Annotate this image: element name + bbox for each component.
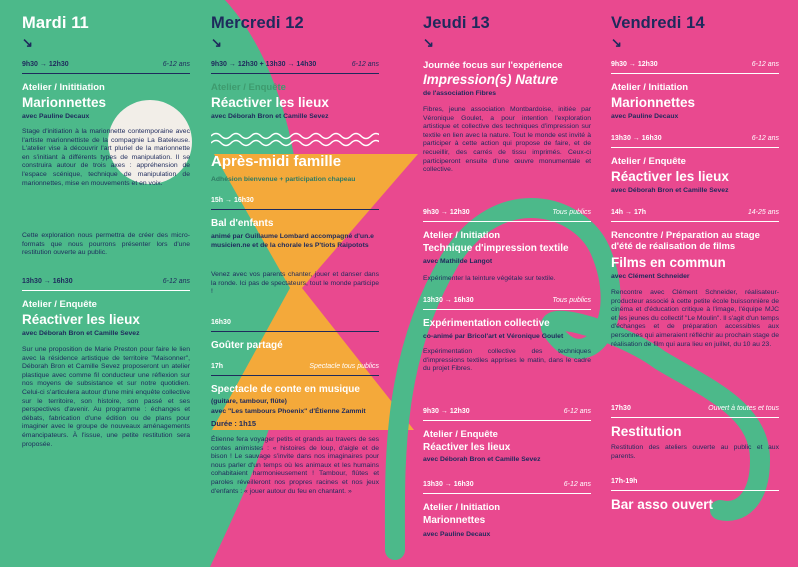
time: 9h30 → 12h30 <box>611 61 658 68</box>
focus-title: Impression(s) Nature <box>423 72 559 87</box>
time-bar <box>611 404 779 418</box>
family-subtitle: Adhésion bienvenue + participation chapeau <box>211 176 356 183</box>
session-host: avec Déborah Bron et Camille Sevez <box>423 456 541 463</box>
session-title: Expérimentation collective <box>423 318 550 329</box>
arrow-icon: ↘ <box>22 35 33 50</box>
age: Spectacle tous publics <box>309 363 379 370</box>
age: 6-12 ans <box>563 408 591 415</box>
age: 6-12 ans <box>162 61 190 68</box>
session-text: Venez avec vos parents chanter, jouer et danser dans la ronde. Ici pas de spectateurs, tout le monde participe ! <box>211 271 379 296</box>
session-title: Goûter partagé <box>211 340 283 351</box>
focus-text: Fibres, jeune association Montbardoise, initiée par Véronique Goulet, a pour intention l'exploration artistique et collective des techniques d'impression sur textile en lien avec la nature. Tout le monde est invité à participer à cette action qui propose de faire, et de recueillir, des carrés de tissu imprimés. Ceux-ci participeront ensuite d'une œuvre monumentale et collective. <box>423 106 591 174</box>
day-title: Mardi 11 <box>22 14 89 32</box>
session-host: animé par Guillaume Lombard accompagné d'un.e musicien.ne et de la chorale les P'tiots Raipotots <box>211 233 374 249</box>
session-duration: Durée : 1h15 <box>211 419 257 428</box>
session-title: Marionnettes <box>611 95 696 110</box>
time: 13h30 → 16h30 <box>22 278 73 285</box>
session-host: avec Déborah Bron et Camille Sevez <box>611 187 729 194</box>
time-bar <box>423 208 591 222</box>
focus-org: de l'association Fibres <box>423 90 497 97</box>
session-kind: Atelier / Inititiation <box>22 82 105 93</box>
age: Tous publics <box>552 209 591 216</box>
session-text: Expérimenter la teinture végétale sur textile. <box>423 275 556 282</box>
session-text: Expérimentation collective des techniques d'impressions textiles apprises le matin, dans le cadre du projet Fibres. <box>423 348 591 373</box>
time-bar <box>423 480 591 494</box>
wave-divider <box>211 138 379 148</box>
session-title: Réactiver les lieux <box>611 169 729 184</box>
time: 13h30 → 16h30 <box>611 135 662 142</box>
column-friday <box>611 0 779 567</box>
session-title: Spectacle de conte en musique <box>211 384 360 395</box>
time-bar <box>211 362 379 376</box>
time: 17h <box>211 363 224 370</box>
column-tuesday <box>22 0 190 567</box>
day-title: Vendredi 14 <box>611 14 705 32</box>
session-text: Stage d'initiation à la marionnette contemporaine avec l'artiste marionnettiste de la compagnie La Bateleuse. L'atelier vise à découvrir l'art pluriel de la marionnette en s'initiant à différents types de manipulation. Il se construira autour de trois axes : appréhension de l'espace scénique, technique de manipulation de marionnettes, mise en mouvements et en voix. <box>22 128 190 187</box>
session-host: avec Pauline Decaux <box>611 113 679 120</box>
age: 14-25 ans <box>747 209 779 216</box>
session-kind: Atelier / Enquête <box>423 429 498 440</box>
time: 9h30 → 12h30 + 13h30 → 14h30 <box>211 61 317 68</box>
time-bar <box>611 134 779 148</box>
day-title: Mercredi 12 <box>211 14 304 32</box>
session-host: avec Déborah Bron et Camille Sevez <box>211 113 329 120</box>
time-bar <box>211 318 379 332</box>
session-kind: Atelier / Enquête <box>211 82 286 93</box>
session-title: Films en commun <box>611 255 726 270</box>
day-title: Jeudi 13 <box>423 14 490 32</box>
time: 15h → 16h30 <box>211 197 254 204</box>
age: 6-12 ans <box>351 61 379 68</box>
time: 17h30 <box>611 405 631 412</box>
family-title: Après-midi famille <box>211 153 342 170</box>
age: 6-12 ans <box>162 278 190 285</box>
session-host: co-animé par Bricol'art et Véronique Goulet <box>423 333 564 340</box>
session-title: Réactiver les lieux <box>211 95 329 110</box>
time-bar <box>611 60 779 74</box>
session-host: avec Pauline Decaux <box>22 113 90 120</box>
time-bar <box>22 60 190 74</box>
session-title: Réactiver les lieux <box>22 312 140 327</box>
time: 9h30 → 12h30 <box>423 209 470 216</box>
age: 6-12 ans <box>751 135 779 142</box>
session-kind: Atelier / Initiation <box>423 230 501 241</box>
age: 6-12 ans <box>751 61 779 68</box>
arrow-icon: ↘ <box>423 35 434 50</box>
age: 6-12 ans <box>563 481 591 488</box>
time: 9h30 → 12h30 <box>22 61 69 68</box>
time: 13h30 → 16h30 <box>423 297 474 304</box>
session-text: Restitution des ateliers ouverte au public et aux parents. <box>611 444 779 460</box>
session-title: Réactiver les lieux <box>423 442 511 453</box>
session-title: Technique d'impression textile <box>423 243 569 254</box>
session-host: avec Pauline Decaux <box>423 531 491 538</box>
time-bar <box>611 477 779 491</box>
session-host: avec Clément Schneider <box>611 273 690 280</box>
session-kind: Atelier / Enquête <box>22 299 97 310</box>
time-bar <box>611 208 779 222</box>
time: 14h → 17h <box>611 209 647 216</box>
time: 16h30 <box>211 319 231 326</box>
column-thursday <box>423 0 591 567</box>
focus-intro: Journée focus sur l'expérience <box>423 60 563 71</box>
age: Tous publics <box>552 297 591 304</box>
time-bar <box>211 60 379 74</box>
time-bar <box>211 196 379 210</box>
time-bar <box>423 296 591 310</box>
session-title: Restitution <box>611 424 682 439</box>
session-text: Sur une proposition de Marie Preston pour faire le lien avec la résidence artistique de territoire "Maisonner", Déborah Bron et Camille Sevez proposeront un atelier plastique avec comme fil conducteur une réflexion sur nos moyens de subsistance et sur notre quotidien. Celui-ci s'articulera autour d'une mini enquête collective sur le territoire, son histoire, son passé et ses perspectives d'avenir. Au programme : échanges et débats, fabrication d'une édition ou de plans pour imaginer avec le groupe de nouveaux aménagements émancipateurs. À l'issue, une petite restitution sera proposée. <box>22 346 190 448</box>
session-title: Bal d'enfants <box>211 218 274 229</box>
time: 9h30 → 12h30 <box>423 408 470 415</box>
session-text: Étienne fera voyager petits et grands au travers de ses contes animistes : « histoires de loup, d'aigle et de bison ! Le sauvage s'invite dans nos imaginaires pour nous parler d'un temps où les animaux et les humains cohabitaient harmonieusement ! Tambour, flûtes et paroles réveilleront nos propres racines et nos jeux d'enfants : « jouer autour du feu en chantant. » <box>211 436 379 495</box>
session-title: Bar asso ouvert <box>611 497 714 512</box>
column-wednesday <box>211 0 379 567</box>
session-host: avec Mathilde Langot <box>423 258 493 265</box>
time-bar <box>22 277 190 291</box>
arrow-icon: ↘ <box>211 35 222 50</box>
session-text: Rencontre avec Clément Schneider, réalisateur-producteur associé à cette petite école buissonnière de cinéma et d'éducation critique à l'image, l'équipe MJC et les jeunes du collectif "Le Moulin". Il s'agit d'un temps d'échanges et de préparation accessibles aux personnes qui aimeraient réfléchir au prochain stage de réalisation de film qui aura lieu en juillet, du 10 au 23. <box>611 289 779 348</box>
session-kind: Rencontre / Préparation au stage d'été de réalisation de films <box>611 230 760 252</box>
session-kind: Atelier / Initiation <box>611 82 689 93</box>
arrow-icon: ↘ <box>611 35 622 50</box>
session-kind: Atelier / Initiation <box>423 502 501 513</box>
session-subtitle: (guitare, tambour, flûte) <box>211 398 287 405</box>
session-title: Marionnettes <box>22 95 107 110</box>
time: 13h30 → 16h30 <box>423 481 474 488</box>
time-bar <box>423 407 591 421</box>
age: Ouvert à toutes et tous <box>708 405 779 412</box>
session-host: avec Déborah Bron et Camille Sevez <box>22 330 140 337</box>
session-host: avec "Les tambours Phoenix" d'Étienne Zammit <box>211 408 366 415</box>
session-text-2: Cette exploration nous permettra de créer des micro-formats que nous pourrons présenter lors d'une restitution ouverte au public. <box>22 232 190 257</box>
session-title: Marionnettes <box>423 515 486 526</box>
session-kind: Atelier / Enquête <box>611 156 686 167</box>
time: 17h-19h <box>611 478 638 485</box>
